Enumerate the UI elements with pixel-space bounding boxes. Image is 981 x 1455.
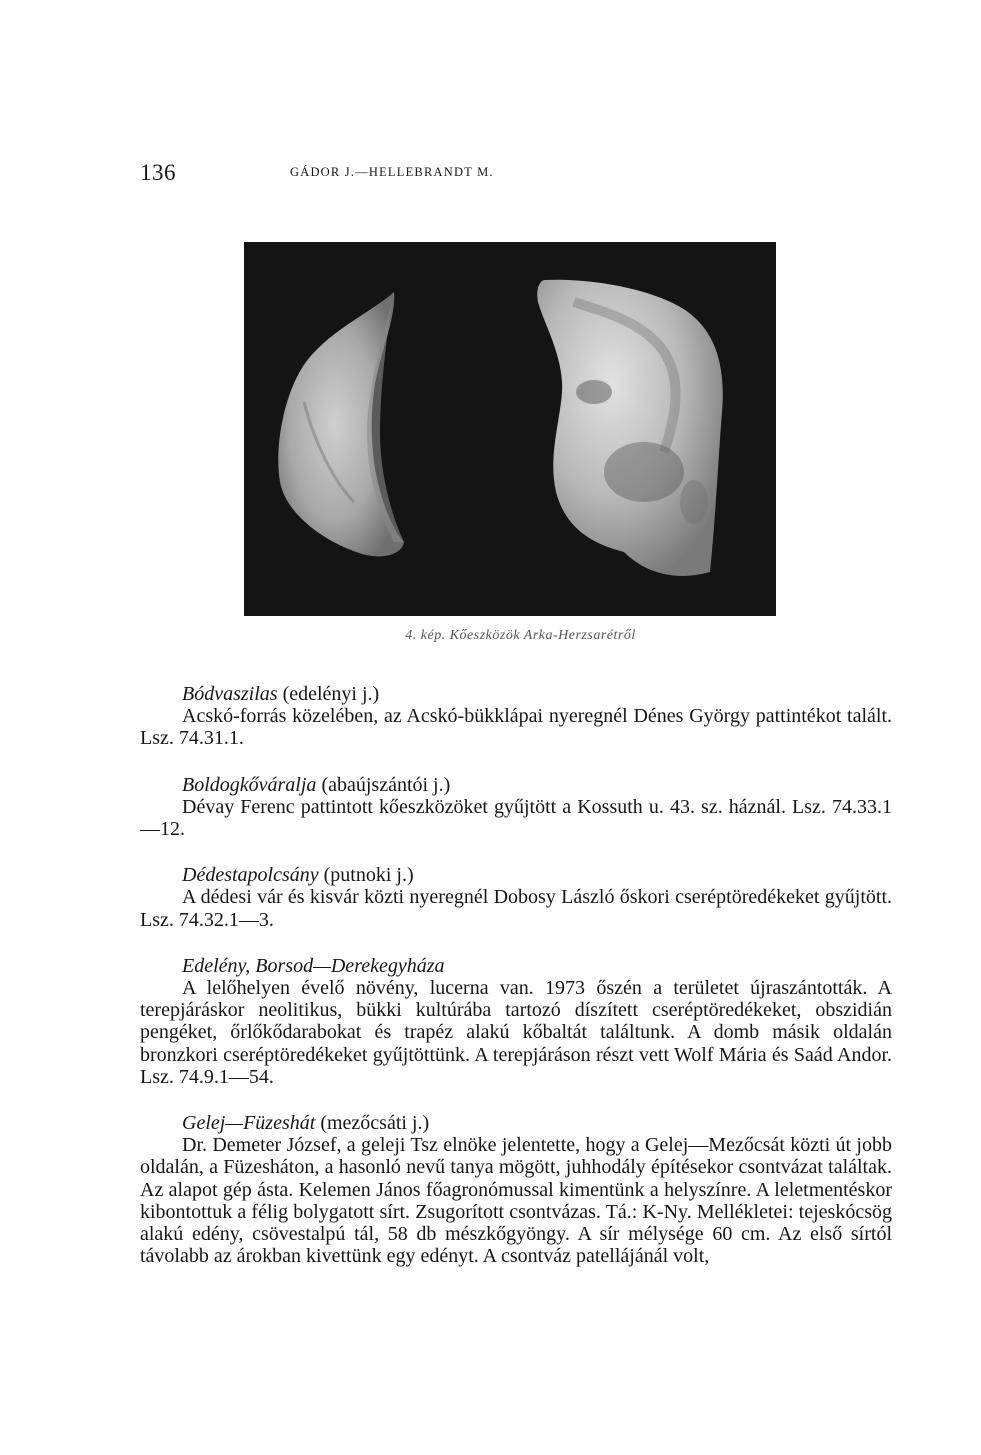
- district-name: (edelényi j.): [277, 683, 380, 705]
- figure-caption: 4. kép. Kőeszközök Arka-Herzsarétről: [405, 628, 636, 643]
- place-name: Edelény, Borsod—Derekegyháza: [182, 954, 445, 977]
- entry-gelej: [140, 1112, 892, 1267]
- entry-paragraph: A dédesi vár és kisvár közti nyeregnél Dobosy László őskori cseréptöredékeket gyűjtött. Lsz. 74.32.1—3.: [140, 886, 892, 931]
- place-name: Boldogkőváralja: [182, 773, 317, 796]
- place-heading: [182, 864, 892, 886]
- entry-boldogkovaralja: [140, 774, 892, 841]
- entry-edeleny: [140, 955, 892, 1088]
- entry-paragraph: Dr. Demeter József, a geleji Tsz elnöke jelentette, hogy a Gelej—Mezőcsát közti út jobb oldalán, a Füzesháton, a hasonló nevű tanya mögött, juhhodály építésekor csontvázat találtak. Az alapot gép ásta. Kelemen János főagronómussal kimentünk a helyszínre. A leletmentéskor kibontottuk a félig bolygatott sírt. Zsugorított csontvázas. Tá.: K-Ny. Mellékletei: tejeskócsög alakú edény, csövestalpú tál, 58 db mészkőgyöngy. A sír mélysége 60 cm. Az első sírtól távolabb az árokban kivettünk egy edényt. A csontváz patellájánál volt,: [140, 1134, 892, 1268]
- place-heading: [182, 683, 892, 705]
- district-name: (abaújszántói j.): [316, 773, 451, 796]
- district-name: (mezőcsáti j.): [315, 1112, 430, 1135]
- place-heading: [182, 955, 892, 977]
- place-heading: [182, 1112, 892, 1134]
- place-name: Bódvaszilas: [182, 683, 278, 705]
- entry-paragraph: A lelőhelyen évelő növény, lucerna van. 1973 őszén a területet újraszántották. A terepjáráskor neolitikus, bükki kultúrába tartozó díszített cseréptöredékeket, obszidián pengéket, őrlőkődarabokat és trapéz alakú kőbaltát találtunk. A domb másik oldalán bronzkori cseréptöredékeket gyűjtöttünk. A terepjáráson részt vett Wolf Mária és Saád Andor. Lsz. 74.9.1—54.: [140, 977, 892, 1088]
- place-name: Gelej—Füzeshát: [182, 1112, 316, 1135]
- entry-paragraph: Acskó-forrás közelében, az Acskó-bükklápai nyeregnél Dénes György pattintékot talált. Lsz. 74.31.1.: [140, 705, 892, 750]
- body-text: [140, 683, 892, 1291]
- page-header: [140, 160, 890, 190]
- running-head: GÁDOR J.—HELLEBRANDT M.: [290, 165, 494, 179]
- stone-tools-photo: [244, 242, 776, 616]
- entry-paragraph: Dévay Ferenc pattintott kőeszközöket gyűjtött a Kossuth u. 43. sz. háznál. Lsz. 74.33.1—12.: [140, 795, 892, 841]
- page-number: 136: [140, 160, 176, 185]
- entry-bodvaszilas: [140, 683, 892, 750]
- entry-dedestapolcsany: [140, 864, 892, 931]
- place-name: Dédestapolcsány: [182, 864, 319, 887]
- district-name: (putnoki j.): [318, 864, 414, 887]
- place-heading: [182, 774, 892, 796]
